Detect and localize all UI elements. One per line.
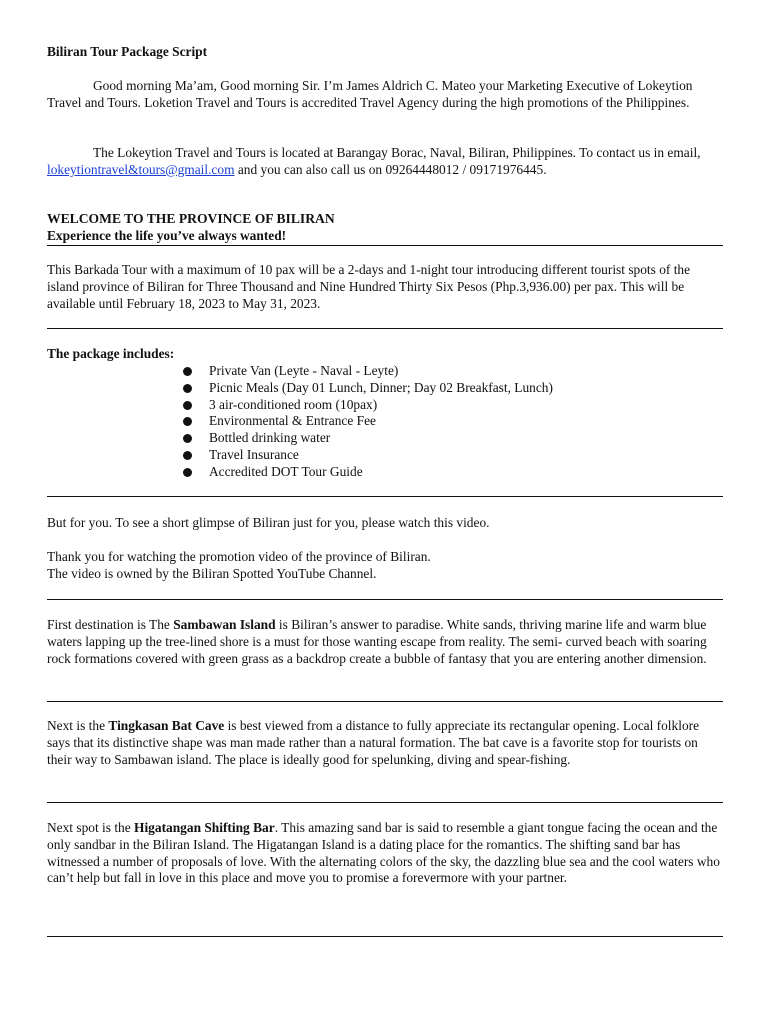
divider <box>47 328 723 329</box>
bullet-icon <box>183 417 192 426</box>
contact-text-before: The Lokeytion Travel and Tours is located at Barangay Borac, Naval, Biliran, Philippines. To contact us in email, <box>93 145 701 160</box>
divider <box>47 496 723 497</box>
contact-text-after: and you can also call us on 09264448012 / 09171976445. <box>234 161 547 177</box>
document-title: Biliran Tour Package Script <box>47 44 208 59</box>
email-link[interactable]: lokeytiontravel&tours@gmail.com <box>47 161 235 177</box>
video-thanks: Thank you for watching the promotion video of the province of Biliran. <box>47 549 431 564</box>
intro-paragraph: Good morning Ma’am, Good morning Sir. I’m James Aldrich C. Mateo your Marketing Executive of Lokeytion Travel and Tours. Loketion Travel and Tours is accredited Travel Agency during the high promotions of the Philippines. <box>47 78 693 110</box>
tour-summary: This Barkada Tour with a maximum of 10 pax will be a 2-days and 1-night tour introducing different tourist spots of the island province of Biliran for Three Thousand and Nine Hundred Thirty Six Pesos (Php.3,936.00) per pax. This will be available until February 18, 2023 to May 31, 2023. <box>47 262 691 311</box>
video-owner: The video is owned by the Biliran Spotted YouTube Channel. <box>47 566 377 581</box>
bullet-icon <box>183 384 192 393</box>
package-item: Private Van (Leyte - Naval - Leyte) <box>181 363 553 380</box>
destination-name: Sambawan Island <box>173 617 276 632</box>
welcome-tagline: Experience the life you’ve always wanted! <box>47 228 287 243</box>
bullet-icon <box>183 451 192 460</box>
bullet-icon <box>183 434 192 443</box>
destination-name: Tingkasan Bat Cave <box>108 718 225 733</box>
divider <box>47 701 723 702</box>
package-item: Bottled drinking water <box>181 430 553 447</box>
divider <box>47 245 723 246</box>
package-list <box>181 363 553 481</box>
destination-tingkasan: Next is the Tingkasan Bat Cave is best viewed from a distance to fully appreciate its rectangular opening. Local folklore says that its distinctive shape was man made rather than a natural formation. The bat cave is a favorite stop for tourists on their way to Sambawan island. The place is ideally good for spelunking, diving and spear-fishing. <box>47 718 700 767</box>
destination-sambawan: First destination is The Sambawan Island is Biliran’s answer to paradise. White sands, thriving marine life and warm blue waters lapping up the tree-lined shore is a must for those wanting escape from reality. The semi- curved beach with soaring rock formations covered with green grass as a backdrop create a bubble of fantasy that you are entering another dimension. <box>47 617 707 666</box>
divider <box>47 599 723 600</box>
destination-name: Higatangan Shifting Bar <box>134 820 275 835</box>
bullet-icon <box>183 401 192 410</box>
bullet-icon <box>183 468 192 477</box>
contact-paragraph <box>47 145 723 179</box>
divider <box>47 802 723 803</box>
package-heading: The package includes: <box>47 346 175 361</box>
package-item: Picnic Meals (Day 01 Lunch, Dinner; Day 02 Breakfast, Lunch) <box>181 380 553 397</box>
package-item: Accredited DOT Tour Guide <box>181 464 553 481</box>
package-item: Travel Insurance <box>181 447 553 464</box>
bullet-icon <box>183 367 192 376</box>
video-intro: But for you. To see a short glimpse of Biliran just for you, please watch this video. <box>47 515 490 530</box>
welcome-heading: WELCOME TO THE PROVINCE OF BILIRAN <box>47 211 335 226</box>
package-item: 3 air-conditioned room (10pax) <box>181 397 553 414</box>
destination-higatangan: Next spot is the Higatangan Shifting Bar. This amazing sand bar is said to resemble a giant tongue facing the ocean and the only sandbar in the Biliran Island. The Higatangan Island is a dating place for the romantics. The shifting sand bar has witnessed a number of proposals of love. With the alternating colors of the sky, the dazzling blue sea and the cool waters who can’t help but fall in love in this place and move you to promise a forevermore with your partner. <box>47 820 720 886</box>
package-item: Environmental & Entrance Fee <box>181 413 553 430</box>
divider <box>47 936 723 937</box>
